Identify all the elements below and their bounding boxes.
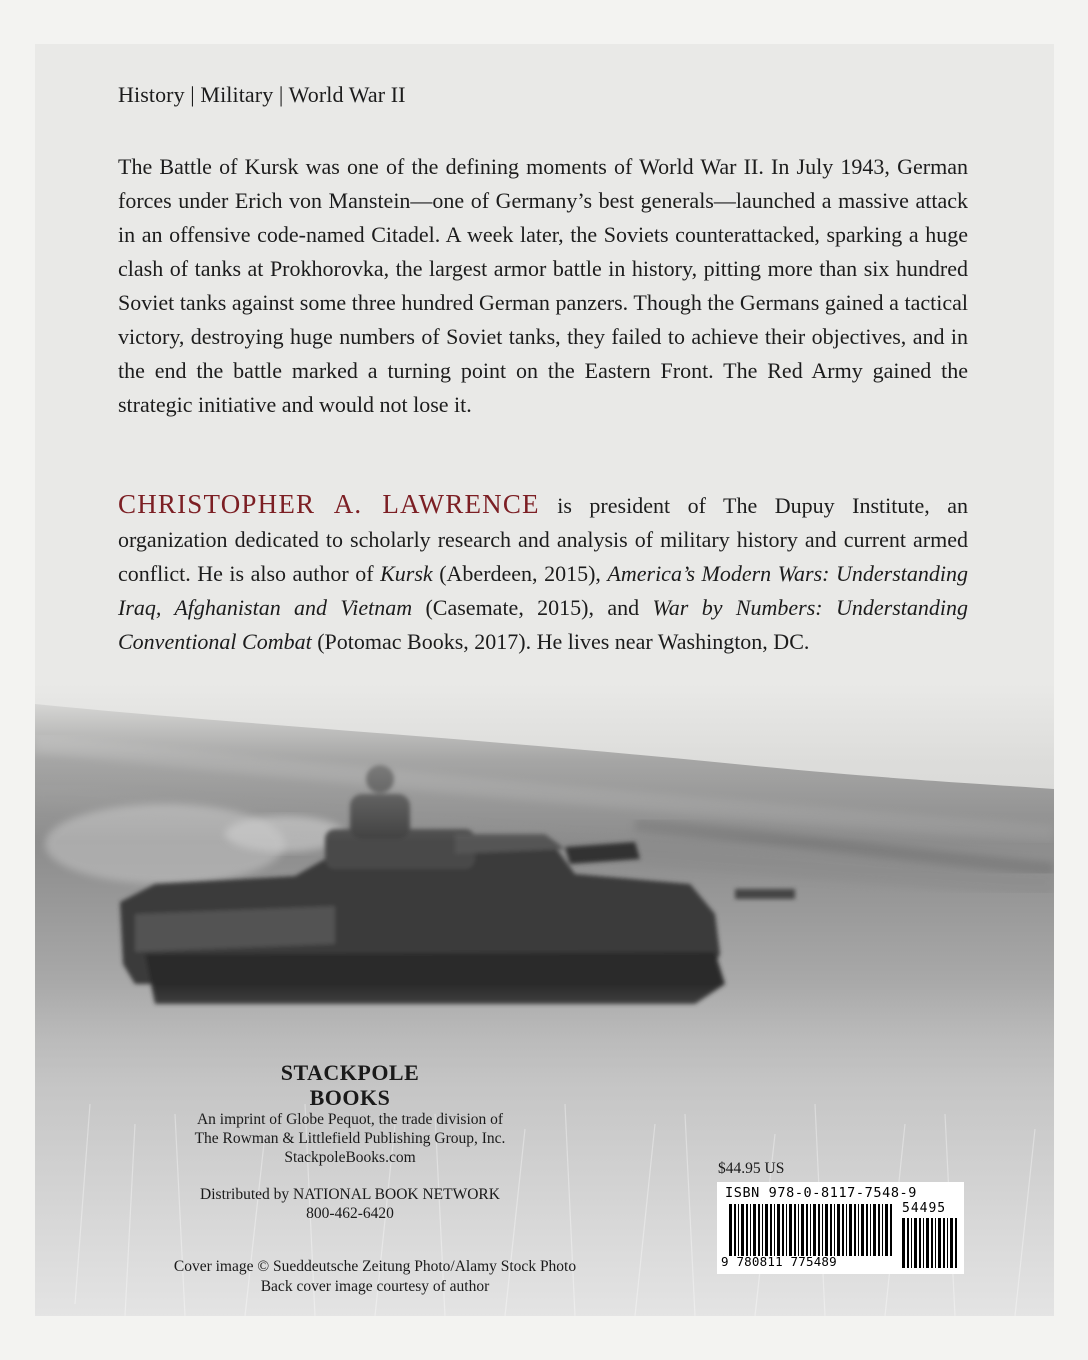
imprint-line1: An imprint of Globe Pequot, the trade division of bbox=[196, 1111, 504, 1128]
barcode-box bbox=[717, 1182, 964, 1274]
author-name: CHRISTOPHER A. LAWRENCE bbox=[118, 489, 540, 519]
barcode-bar bbox=[935, 1218, 936, 1268]
barcode-bar bbox=[794, 1204, 796, 1256]
barcode-bar bbox=[849, 1204, 852, 1256]
book-blurb: The Battle of Kursk was one of the defining moments of World War II. In July 1943, German forces under Erich von Manstein—one of Germany’s best generals—launched a massive attack in an offensive code-named Citadel. A week later, the Soviets counterattacked, sparking a huge clash of tanks at Prokhorovka, the largest armor battle in history, pitting more than six hundred Soviet tanks against some three hundred German panzers. Though the Germans gained a tactical victory, destroying huge numbers of Soviet tanks, they failed to achieve their objectives, and in the end the battle marked a turning point on the Eastern Front. The Red Army gained the strategic initiative and would not lose it. bbox=[118, 154, 968, 417]
barcode-bar bbox=[923, 1218, 924, 1268]
barcode-bar bbox=[750, 1204, 751, 1256]
barcode-bar bbox=[931, 1218, 933, 1268]
barcode-bar bbox=[818, 1204, 820, 1256]
barcode-bar bbox=[890, 1204, 892, 1256]
book-title-war-by-numbers: War by Numbers: Understanding Conventional Combat bbox=[118, 595, 968, 654]
barcode-bar bbox=[885, 1204, 888, 1256]
barcode-bar bbox=[798, 1204, 799, 1256]
cover-image-credit: Cover image © Sueddeutsche Zeitung Photo/Alamy Stock Photo bbox=[173, 1258, 577, 1275]
barcode-bar bbox=[825, 1204, 828, 1256]
barcode-bar bbox=[741, 1204, 744, 1256]
image-credits bbox=[95, 1257, 655, 1297]
addon-barcode bbox=[902, 1218, 958, 1268]
publisher-name-line2: BOOKS bbox=[309, 1085, 391, 1110]
publisher-logo bbox=[155, 1060, 545, 1110]
barcode-bar bbox=[813, 1204, 816, 1256]
barcode-bar bbox=[938, 1218, 941, 1268]
book3-detail: (Potomac Books, 2017). He lives near Washington, DC. bbox=[311, 629, 810, 654]
barcode-bar bbox=[943, 1218, 945, 1268]
barcode-bar bbox=[955, 1218, 957, 1268]
imprint-line2: The Rowman & Littlefield Publishing Group, Inc. bbox=[194, 1130, 506, 1147]
category-line: History | Military | World War II bbox=[118, 82, 406, 107]
barcode-bar bbox=[837, 1204, 840, 1256]
bio-intro: is president of The Dupuy Institute, an organization dedicated to scholarly research and analysis of military history and current armed conflict. He is also author of bbox=[118, 493, 968, 586]
book2-detail: (Casemate, 2015), and bbox=[412, 595, 653, 620]
barcode-bar bbox=[873, 1204, 876, 1256]
back-cover-image-credit: Back cover image courtesy of author bbox=[260, 1278, 490, 1295]
distributor: Distributed by NATIONAL BOOK NETWORK bbox=[200, 1186, 500, 1203]
barcode-bar bbox=[846, 1204, 847, 1256]
barcode-bar bbox=[830, 1204, 832, 1256]
barcode-bar bbox=[782, 1204, 784, 1256]
ean-digits: 9 780811 775489 bbox=[721, 1254, 837, 1269]
barcode-bar bbox=[907, 1218, 909, 1268]
barcode-bar bbox=[810, 1204, 811, 1256]
book-title-americas-modern-wars: America’s Modern Wars: Understanding Iraq, Afghanistan and Vietnam bbox=[118, 561, 968, 620]
barcode-bar bbox=[822, 1204, 823, 1256]
ean-barcode bbox=[729, 1204, 894, 1256]
barcode-bar bbox=[806, 1204, 808, 1256]
barcode-bar bbox=[765, 1204, 768, 1256]
book1-detail: (Aberdeen, 2015), bbox=[432, 561, 608, 586]
barcode-bar bbox=[866, 1204, 868, 1256]
back-cover bbox=[35, 44, 1054, 1316]
barcode-bar bbox=[911, 1218, 912, 1268]
isbn-label: ISBN 978-0-8117-7548-9 bbox=[725, 1185, 918, 1201]
barcode-bar bbox=[758, 1204, 760, 1256]
barcode-bar bbox=[834, 1204, 835, 1256]
price: $44.95 US bbox=[718, 1160, 785, 1177]
barcode-bar bbox=[753, 1204, 756, 1256]
barcode-bar bbox=[858, 1204, 859, 1256]
publisher-website: StackpoleBooks.com bbox=[284, 1149, 416, 1166]
barcode-bar bbox=[770, 1204, 772, 1256]
barcode-bar bbox=[801, 1204, 804, 1256]
barcode-bar bbox=[734, 1204, 736, 1256]
addon-digits: 54495 bbox=[902, 1201, 947, 1216]
barcode-bar bbox=[870, 1204, 871, 1256]
distributor-phone: 800-462-6420 bbox=[306, 1205, 394, 1222]
barcode-bar bbox=[854, 1204, 856, 1256]
author-bio bbox=[118, 487, 968, 659]
barcode-bar bbox=[789, 1204, 792, 1256]
barcode-bar bbox=[746, 1204, 748, 1256]
barcode-bar bbox=[738, 1204, 739, 1256]
barcode-bar bbox=[861, 1204, 864, 1256]
barcode-bar bbox=[762, 1204, 763, 1256]
barcode-bar bbox=[914, 1218, 917, 1268]
barcode-bar bbox=[902, 1218, 905, 1268]
barcode-bar bbox=[947, 1218, 948, 1268]
barcode-bar bbox=[950, 1218, 953, 1268]
publisher-block bbox=[155, 1060, 545, 1223]
barcode-bar bbox=[842, 1204, 844, 1256]
barcode-bar bbox=[882, 1204, 883, 1256]
barcode-bar bbox=[786, 1204, 787, 1256]
barcode-bar bbox=[919, 1218, 921, 1268]
barcode-bar bbox=[878, 1204, 880, 1256]
barcode-bar bbox=[777, 1204, 780, 1256]
publisher-name-line1: STACKPOLE bbox=[280, 1060, 420, 1085]
barcode-bar bbox=[729, 1204, 732, 1256]
barcode-bar bbox=[774, 1204, 775, 1256]
book-title-kursk: Kursk bbox=[380, 561, 433, 586]
barcode-bar bbox=[926, 1218, 929, 1268]
